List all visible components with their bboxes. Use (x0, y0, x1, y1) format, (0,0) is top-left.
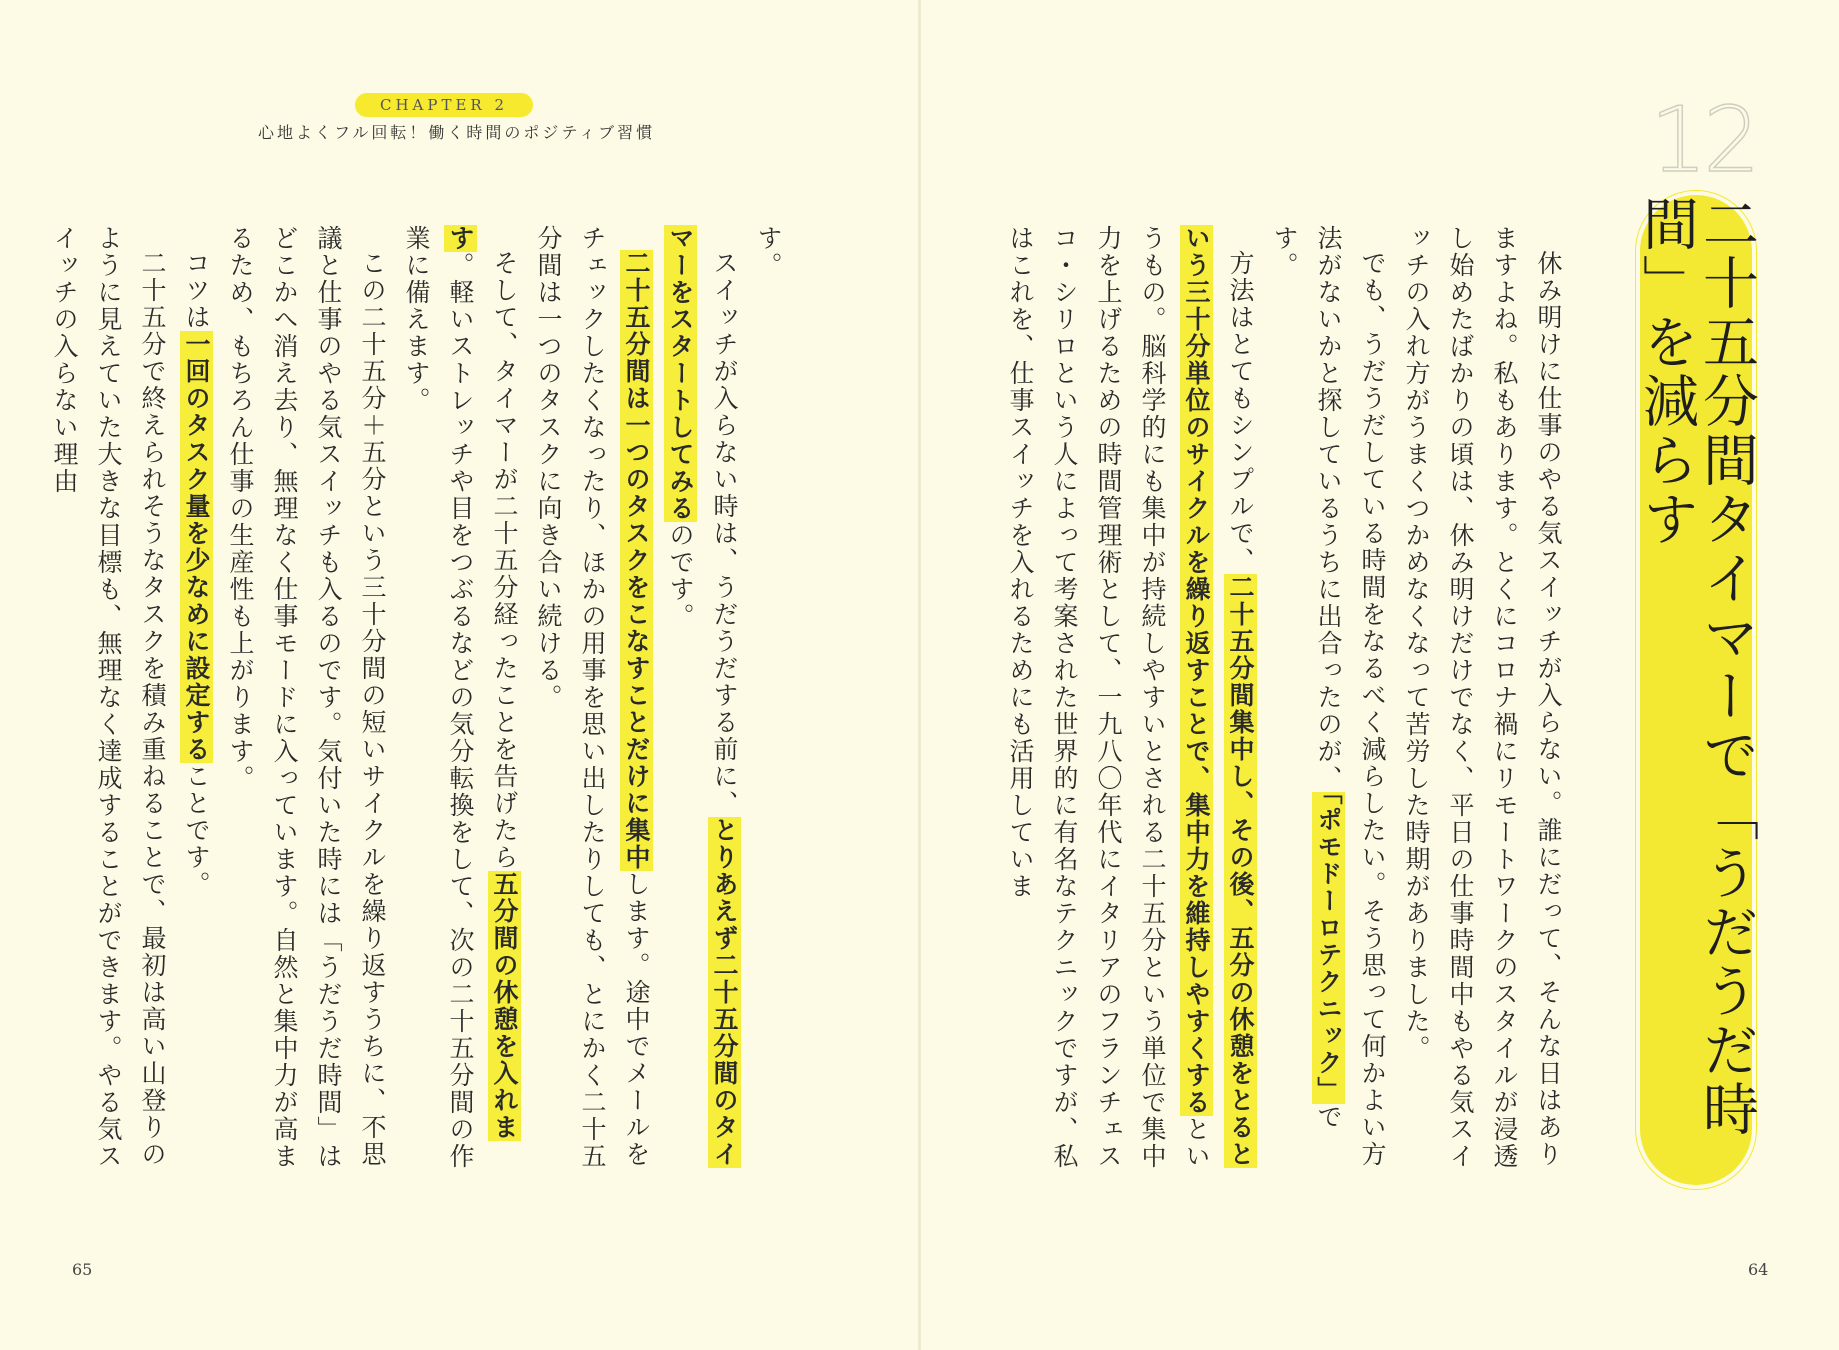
chapter-subtitle: 心地よくフル回転！働く時間のポジティブ習慣 (258, 123, 656, 142)
paragraph: 休み明けに仕事のやる気スイッチが入らない。誰にだって、そんな日はありますよね。私もあります。とくにコロナ禍にリモートワークのスタイルが浸透し始めたばかりの頃は、休み明けだけでなく、平日の仕事時間中もやる気スイッチの入れ方がうまくつかめなくなって苦労した時期がありました。 (1402, 225, 1563, 1170)
paragraph: スイッチが入らない時は、うだうだする前に、とりあえず二十五分間のタイマーをスタートしてみるのです。 (666, 225, 739, 1168)
page-number-right: 64 (1748, 1260, 1769, 1279)
book-spine (918, 0, 921, 1350)
highlight: 「ポモドーロテクニック」 (1314, 792, 1343, 1104)
paragraph: そして、タイマーが二十五分経ったことを告げたら五分間の休憩を入れます。軽いストレッチや目をつぶるなどの気分転換をして、次の二十五分間の作業に備えます。 (402, 225, 519, 1170)
section-title: 二十五分間タイマーで「うだうだ時間」を減らす (1634, 195, 1759, 1139)
paragraph: コツは一回のタスク量を少なめに設定することです。 (182, 250, 211, 898)
paragraph: 二十五分で終えられそうなタスクを積み重ねることで、最初は高い山登りのように見えていた大きな目標も、無理なく達成することができます。やる気スイッチの入らない理由 (50, 225, 167, 1170)
chapter-label: CHAPTER 2 (355, 93, 533, 117)
paragraph: この二十五分＋五分という三十分間の短いサイクルを繰り返すうちに、不思議と仕事のやる気スイッチも入るのです。気付いた時には「うだうだ時間」はどこかへ消え去り、無理なく仕事モードに入っています。自然と集中力が高まるため、もちろん仕事の生産性も上がります。 (226, 225, 387, 1170)
highlight: 二十五分間は一つのタスクをこなすことだけに集中 (622, 250, 651, 871)
section-number: 12 (1650, 88, 1757, 193)
paragraph: でも、うだうだしている時間をなるべく減らしたい。そう思って何かよい方法がないかと探しているうちに出合ったのが、「ポモドーロテクニック」です。 (1270, 225, 1387, 1168)
paragraph: 方法はとてもシンプルで、二十五分間集中し、その後、五分の休憩をとるという三十分単位のサイクルを繰り返すことで、集中力を維持しやすくするというもの。脳科学的にも集中が持続しやすいとされる二十五分という単位で集中力を上げるための時間管理術として、一九八〇年代にイタリアのフランチェスコ・シリロという人によって考案された世界的に有名なテクニックですが、私はこれを、仕事スイッチを入れるためにも活用していま (1006, 225, 1255, 1170)
highlight: とりあえず二十五分間のタイマーをスタートしてみる (666, 225, 739, 1168)
page-number-left: 65 (72, 1260, 93, 1279)
paragraph: 二十五分間は一つのタスクをこなすことだけに集中します。途中でメールをチェックしたくなったり、ほかの用事を思い出したりしても、とにかく二十五分間は一つのタスクに向き合い続ける。 (534, 225, 651, 1170)
section-title-pill (1634, 195, 1759, 1185)
left-page-body (50, 225, 790, 1180)
right-page-body (1006, 225, 1570, 1180)
highlight: 五分間の休憩を入れます (446, 225, 519, 1141)
paragraph: す。 (754, 225, 783, 279)
highlight: 二十五分間集中し、その後、五分の休憩をとるという三十分単位のサイクルを繰り返すことで、集中力を維持しやすくする (1182, 225, 1255, 1168)
highlight: 一回のタスク量を少なめに設定する (182, 331, 211, 763)
